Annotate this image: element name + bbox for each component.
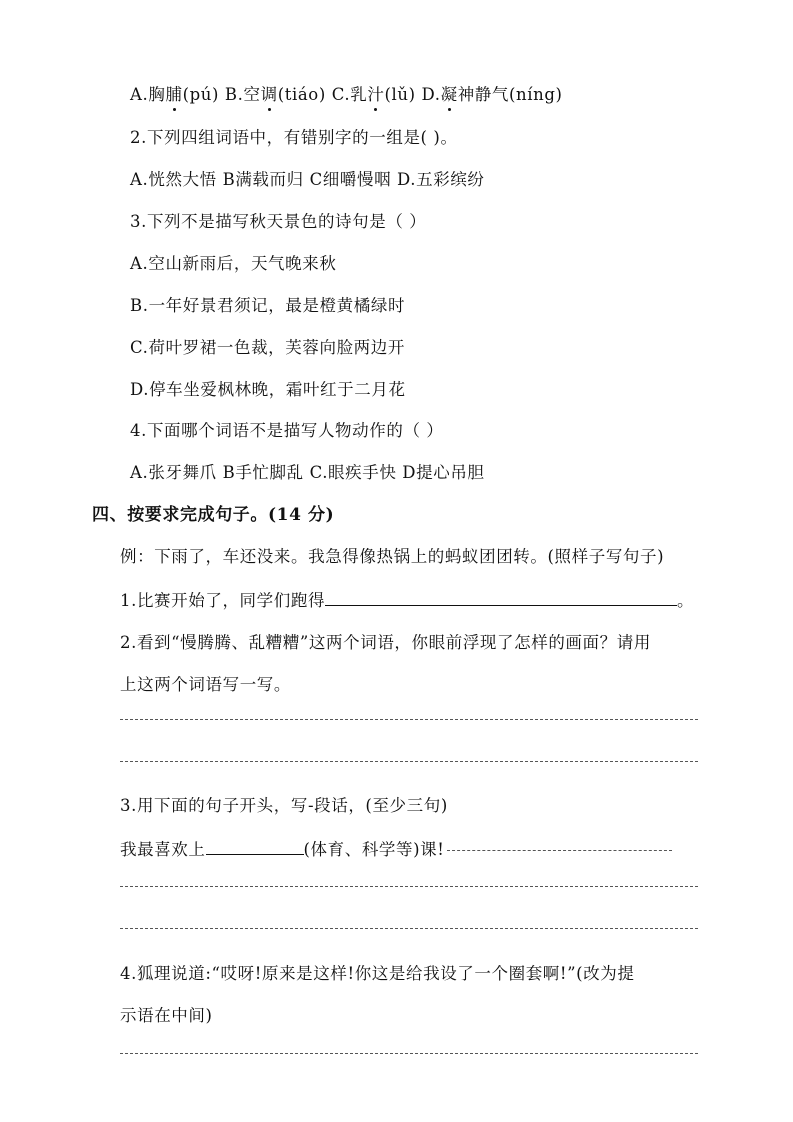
q4-answer-line-1[interactable]: [120, 1053, 698, 1054]
q3-item3-option-b: B.一年好景君须记，最是橙黄橘绿时: [130, 296, 406, 315]
q3-sentence-start: 我最喜欢上: [120, 840, 206, 859]
option-b-char: 空: [243, 85, 261, 104]
q3-item2-options: A.恍然大悟 B满载而归 C细嚼慢咽 D.五彩缤纷: [130, 170, 485, 189]
option-c-dotted-char: 汁: [367, 85, 385, 104]
section4-q2-line2: 上这两个词语写一写。: [120, 675, 291, 694]
option-b-label: B.: [224, 85, 244, 104]
q1-prompt: 1.比赛开始了，同学们跑得: [120, 591, 326, 610]
option-c-pinyin: (lǔ): [384, 85, 416, 104]
option-d-rest: 神静气: [457, 85, 509, 104]
q3-answer-line-1[interactable]: [120, 886, 698, 887]
option-a-dotted-char: 脯: [165, 85, 183, 104]
q3-item4-question: 4.下面哪个词语不是描写人物动作的（ ）: [130, 421, 444, 440]
section4-q3-start: [120, 837, 672, 861]
q3-item3-option-c: C.荷叶罗裙一色裁，芙蓉向脸两边开: [130, 338, 405, 357]
option-a-label: A.: [130, 85, 149, 104]
q3-item2-question: 2.下列四组词语中，有错别字的一组是( )。: [130, 128, 458, 147]
q1-period: 。: [677, 591, 695, 610]
q3-item3-option-d: D.停车坐爱枫林晚，霜叶红于二月花: [130, 380, 406, 399]
section4-q3-prompt: 3.用下面的句子开头，写-段话，(至少三句): [120, 796, 448, 815]
option-c-char: 乳: [350, 85, 368, 104]
option-a-char: 胸: [148, 85, 166, 104]
section4-q4-line1: 4.狐理说道:“哎呀!原来是这样!你这是给我设了一个圈套啊!”(改为提: [120, 964, 635, 983]
option-d-label: D.: [421, 85, 441, 104]
section4-q4-line2: 示语在中间): [120, 1006, 213, 1025]
option-d-pinyin: (níng): [509, 85, 563, 104]
section4-q1: [120, 588, 694, 612]
option-b-pinyin: (tiáo): [277, 85, 326, 104]
option-d-dotted-char: 凝: [440, 85, 458, 104]
q3-answer-line-2[interactable]: [120, 928, 698, 929]
option-b-dotted-char: 调: [260, 85, 278, 104]
q3-hint: (体育、科学等)课!: [303, 840, 445, 859]
q2-answer-line-1[interactable]: [120, 719, 698, 720]
q3-item3-option-a: A.空山新雨后，天气晚来秋: [130, 254, 337, 273]
section4-example: 例：下雨了，车还没来。我急得像热锅上的蚂蚁团团转。(照样子写句子): [120, 547, 665, 566]
q3-answer-line-0[interactable]: [447, 850, 672, 851]
q3-item1-options: [130, 84, 563, 106]
option-a-pinyin: (pú): [182, 85, 220, 104]
q1-answer-blank[interactable]: [325, 588, 677, 606]
q3-item4-options: A.张牙舞爪 B手忙脚乱 C.眼疾手快 D提心吊胆: [130, 463, 485, 482]
q2-answer-line-2[interactable]: [120, 761, 698, 762]
section4-q2-line1: 2.看到“慢腾腾、乱糟糟”这两个词语，你眼前浮现了怎样的画面？请用: [120, 633, 651, 652]
option-c-label: C.: [331, 85, 351, 104]
q3-item3-question: 3.下列不是描写秋天景色的诗句是（ ）: [130, 212, 427, 231]
q3-subject-blank[interactable]: [206, 837, 304, 855]
section4-heading: 四、按要求完成句子。(14 分): [92, 505, 335, 525]
